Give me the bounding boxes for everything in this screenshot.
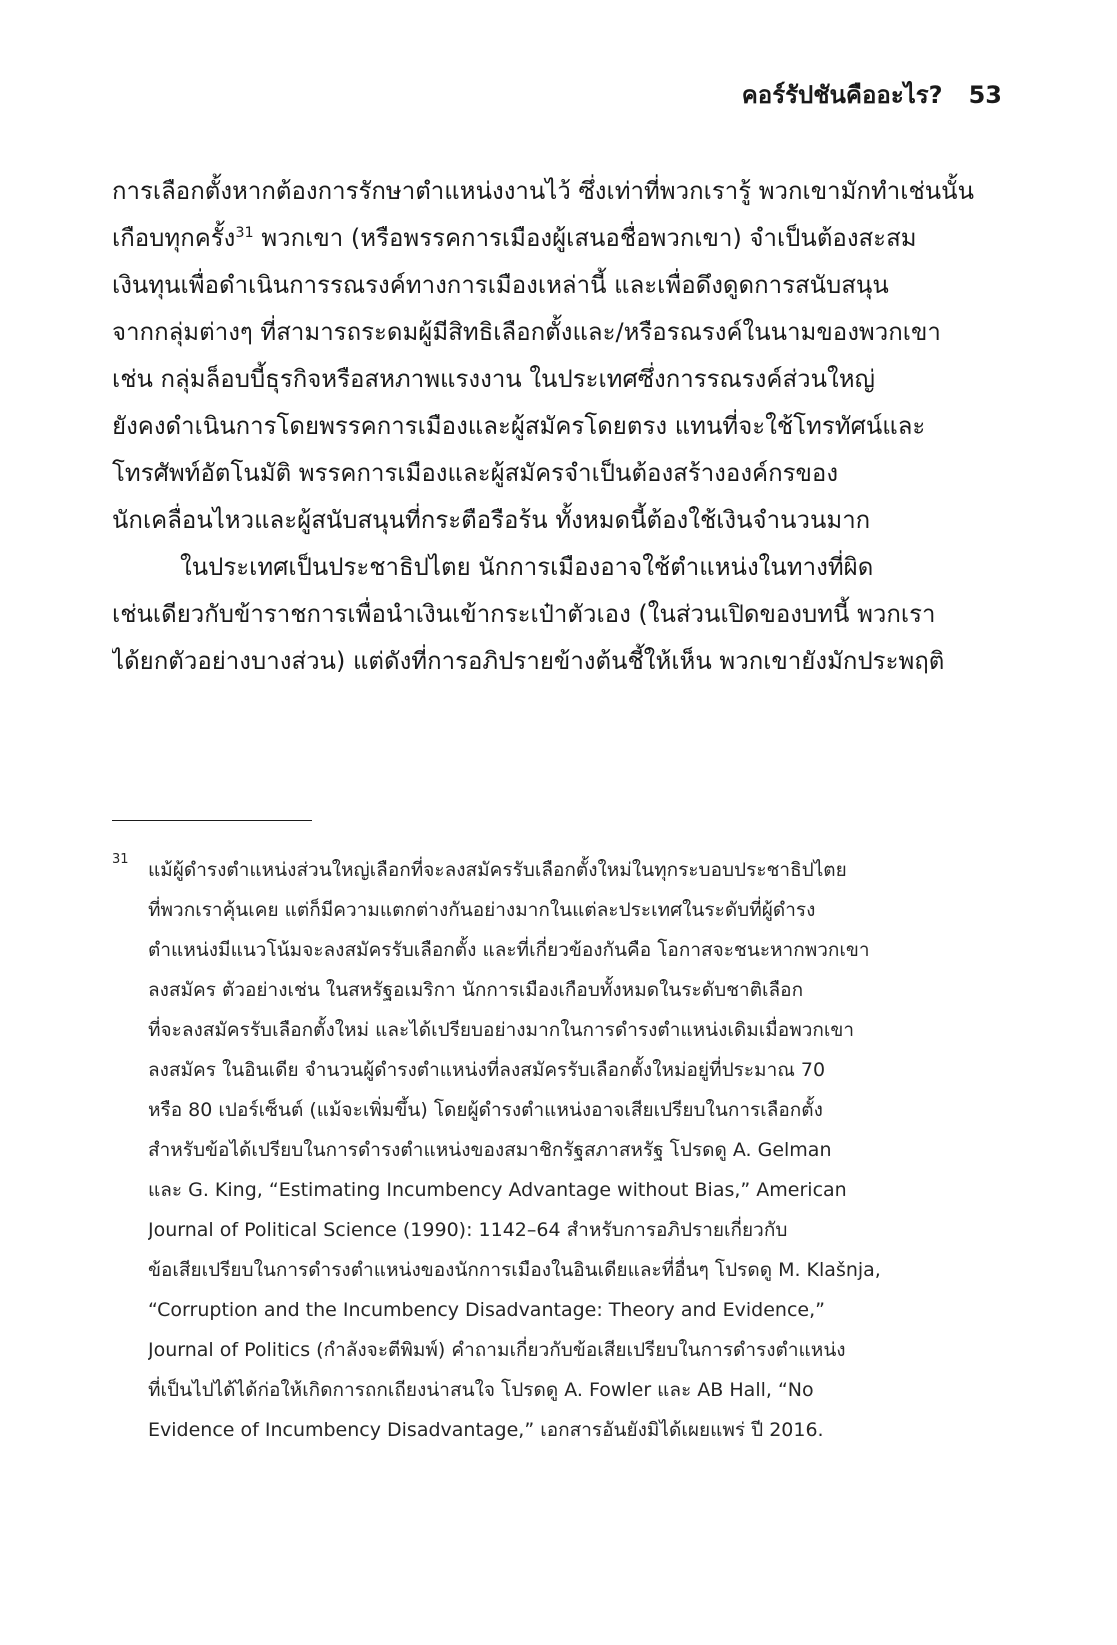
footnote-line-1: แม้ผู้ดำรงตำแหน่งส่วนใหญ่เลือกที่จะลงสมัครรับเลือกตั้งใหม่ในทุกระบอบประชาธิปไตย (148, 859, 847, 881)
body-line-11: ได้ยกตัวอย่างบางส่วน) แต่ดังที่การอภิปรายข้างต้นชี้ให้เห็น พวกเขายังมักประพฤติ (112, 647, 945, 675)
footnote-line-12: “Corruption and the Incumbency Disadvantage: Theory and Evidence,” (148, 1299, 825, 1321)
body-line-2-start: เกือบทุกครั้ง (112, 224, 236, 252)
footnote-line-3: ตำแหน่งมีแนวโน้มจะลงสมัครรับเลือกตั้ง และที่เกี่ยวข้องกันคือ โอกาสจะชนะหากพวกเขา (148, 939, 870, 961)
body-line-2 (112, 215, 1001, 262)
footnote-separator (112, 820, 312, 821)
footnote-line-7: หรือ 80 เปอร์เซ็นต์ (แม้จะเพิ่มขึ้น) โดยผู้ดำรงตำแหน่งอาจเสียเปรียบในการเลือกตั้ง (148, 1099, 823, 1121)
footnote-number: 31 (112, 852, 129, 867)
footnote-line-13: Journal of Politics (กำลังจะตีพิมพ์) คำถามเกี่ยวกับข้อเสียเปรียบในการดำรงตำแหน่ง (148, 1339, 846, 1361)
body-line-3: เงินทุนเพื่อดำเนินการรณรงค์ทางการเมืองเหล่านี้ และเพื่อดึงดูดการสนับสนุน (112, 271, 889, 299)
footnote-line-8: สำหรับข้อได้เปรียบในการดำรงตำแหน่งของสมาชิกรัฐสภาสหรัฐ โปรดดู A. Gelman (148, 1139, 832, 1161)
body-line-10: เช่นเดียวกับข้าราชการเพื่อนำเงินเข้ากระเป๋าตัวเอง (ในส่วนเปิดของบทนี้ พวกเรา (112, 600, 936, 628)
footnote-line-10: Journal of Political Science (1990): 1142–64 สำหรับการอภิปรายเกี่ยวกับ (148, 1219, 788, 1241)
footnote-line-9: และ G. King, “Estimating Incumbency Advantage without Bias,” American (148, 1179, 847, 1201)
chapter-title: คอร์รัปชันคืออะไร? (741, 81, 943, 109)
body-line-7: โทรศัพท์อัตโนมัติ พรรคการเมืองและผู้สมัครจำเป็นต้องสร้างองค์กรของ (112, 459, 839, 487)
footnotes (112, 850, 1001, 1450)
footnote-reference-31[interactable]: 31 (235, 225, 254, 241)
footnote-line-4: ลงสมัคร ตัวอย่างเช่น ในสหรัฐอเมริกา นักการเมืองเกือบทั้งหมดในระดับชาติเลือก (148, 979, 804, 1001)
footnote-line-5: ที่จะลงสมัครรับเลือกตั้งใหม่ และได้เปรียบอย่างมากในการดำรงตำแหน่งเดิมเมื่อพวกเขา (148, 1019, 855, 1041)
body-line-1: การเลือกตั้งหากต้องการรักษาตำแหน่งงานไว้ ซึ่งเท่าที่พวกเรารู้ พวกเขามักทำเช่นนั้น (112, 177, 974, 205)
footnote-31 (112, 850, 1001, 1450)
body-line-2-end: พวกเขา (หรือพรรคการเมืองผู้เสนอชื่อพวกเขา) จำเป็นต้องสะสม (253, 224, 917, 252)
footnote-line-14: ที่เป็นไปได้ได้ก่อให้เกิดการถกเถียงน่าสนใจ โปรดดู A. Fowler และ AB Hall, “No (148, 1379, 814, 1401)
footnote-text (112, 850, 1001, 1450)
body-line-6: ยังคงดำเนินการโดยพรรคการเมืองและผู้สมัครโดยตรง แทนที่จะใช้โทรทัศน์และ (112, 412, 926, 440)
page-number: 53 (968, 81, 1002, 109)
footnote-line-15: Evidence of Incumbency Disadvantage,” เอกสารอันยังมิได้เผยแพร่ ปี 2016. (148, 1419, 824, 1441)
running-head (742, 78, 1002, 112)
body-line-4: จากกลุ่มต่างๆ ที่สามารถระดมผู้มีสิทธิเลือกตั้งและ/หรือรณรงค์ในนามของพวกเขา (112, 318, 941, 346)
body-line-5: เช่น กลุ่มล็อบบี้ธุรกิจหรือสหภาพแรงงาน ในประเทศซึ่งการรณรงค์ส่วนใหญ่ (112, 365, 875, 393)
footnote-line-11: ข้อเสียเปรียบในการดำรงตำแหน่งของนักการเมืองในอินเดียและที่อื่นๆ โปรดดู M. Klašnja, (148, 1259, 881, 1281)
footnote-line-6: ลงสมัคร ในอินเดีย จำนวนผู้ดำรงตำแหน่งที่ลงสมัครรับเลือกตั้งใหม่อยู่ที่ประมาณ 70 (148, 1059, 826, 1081)
body-line-8: นักเคลื่อนไหวและผู้สนับสนุนที่กระตือรือร้น ทั้งหมดนี้ต้องใช้เงินจำนวนมาก (112, 506, 871, 534)
body-text (112, 168, 1001, 685)
body-line-9: ในประเทศเป็นประชาธิปไตย นักการเมืองอาจใช้ตำแหน่งในทางที่ผิด (180, 553, 874, 581)
footnote-line-2: ที่พวกเราคุ้นเคย แต่ก็มีความแตกต่างกันอย่างมากในแต่ละประเทศในระดับที่ผู้ดำรง (148, 899, 816, 921)
